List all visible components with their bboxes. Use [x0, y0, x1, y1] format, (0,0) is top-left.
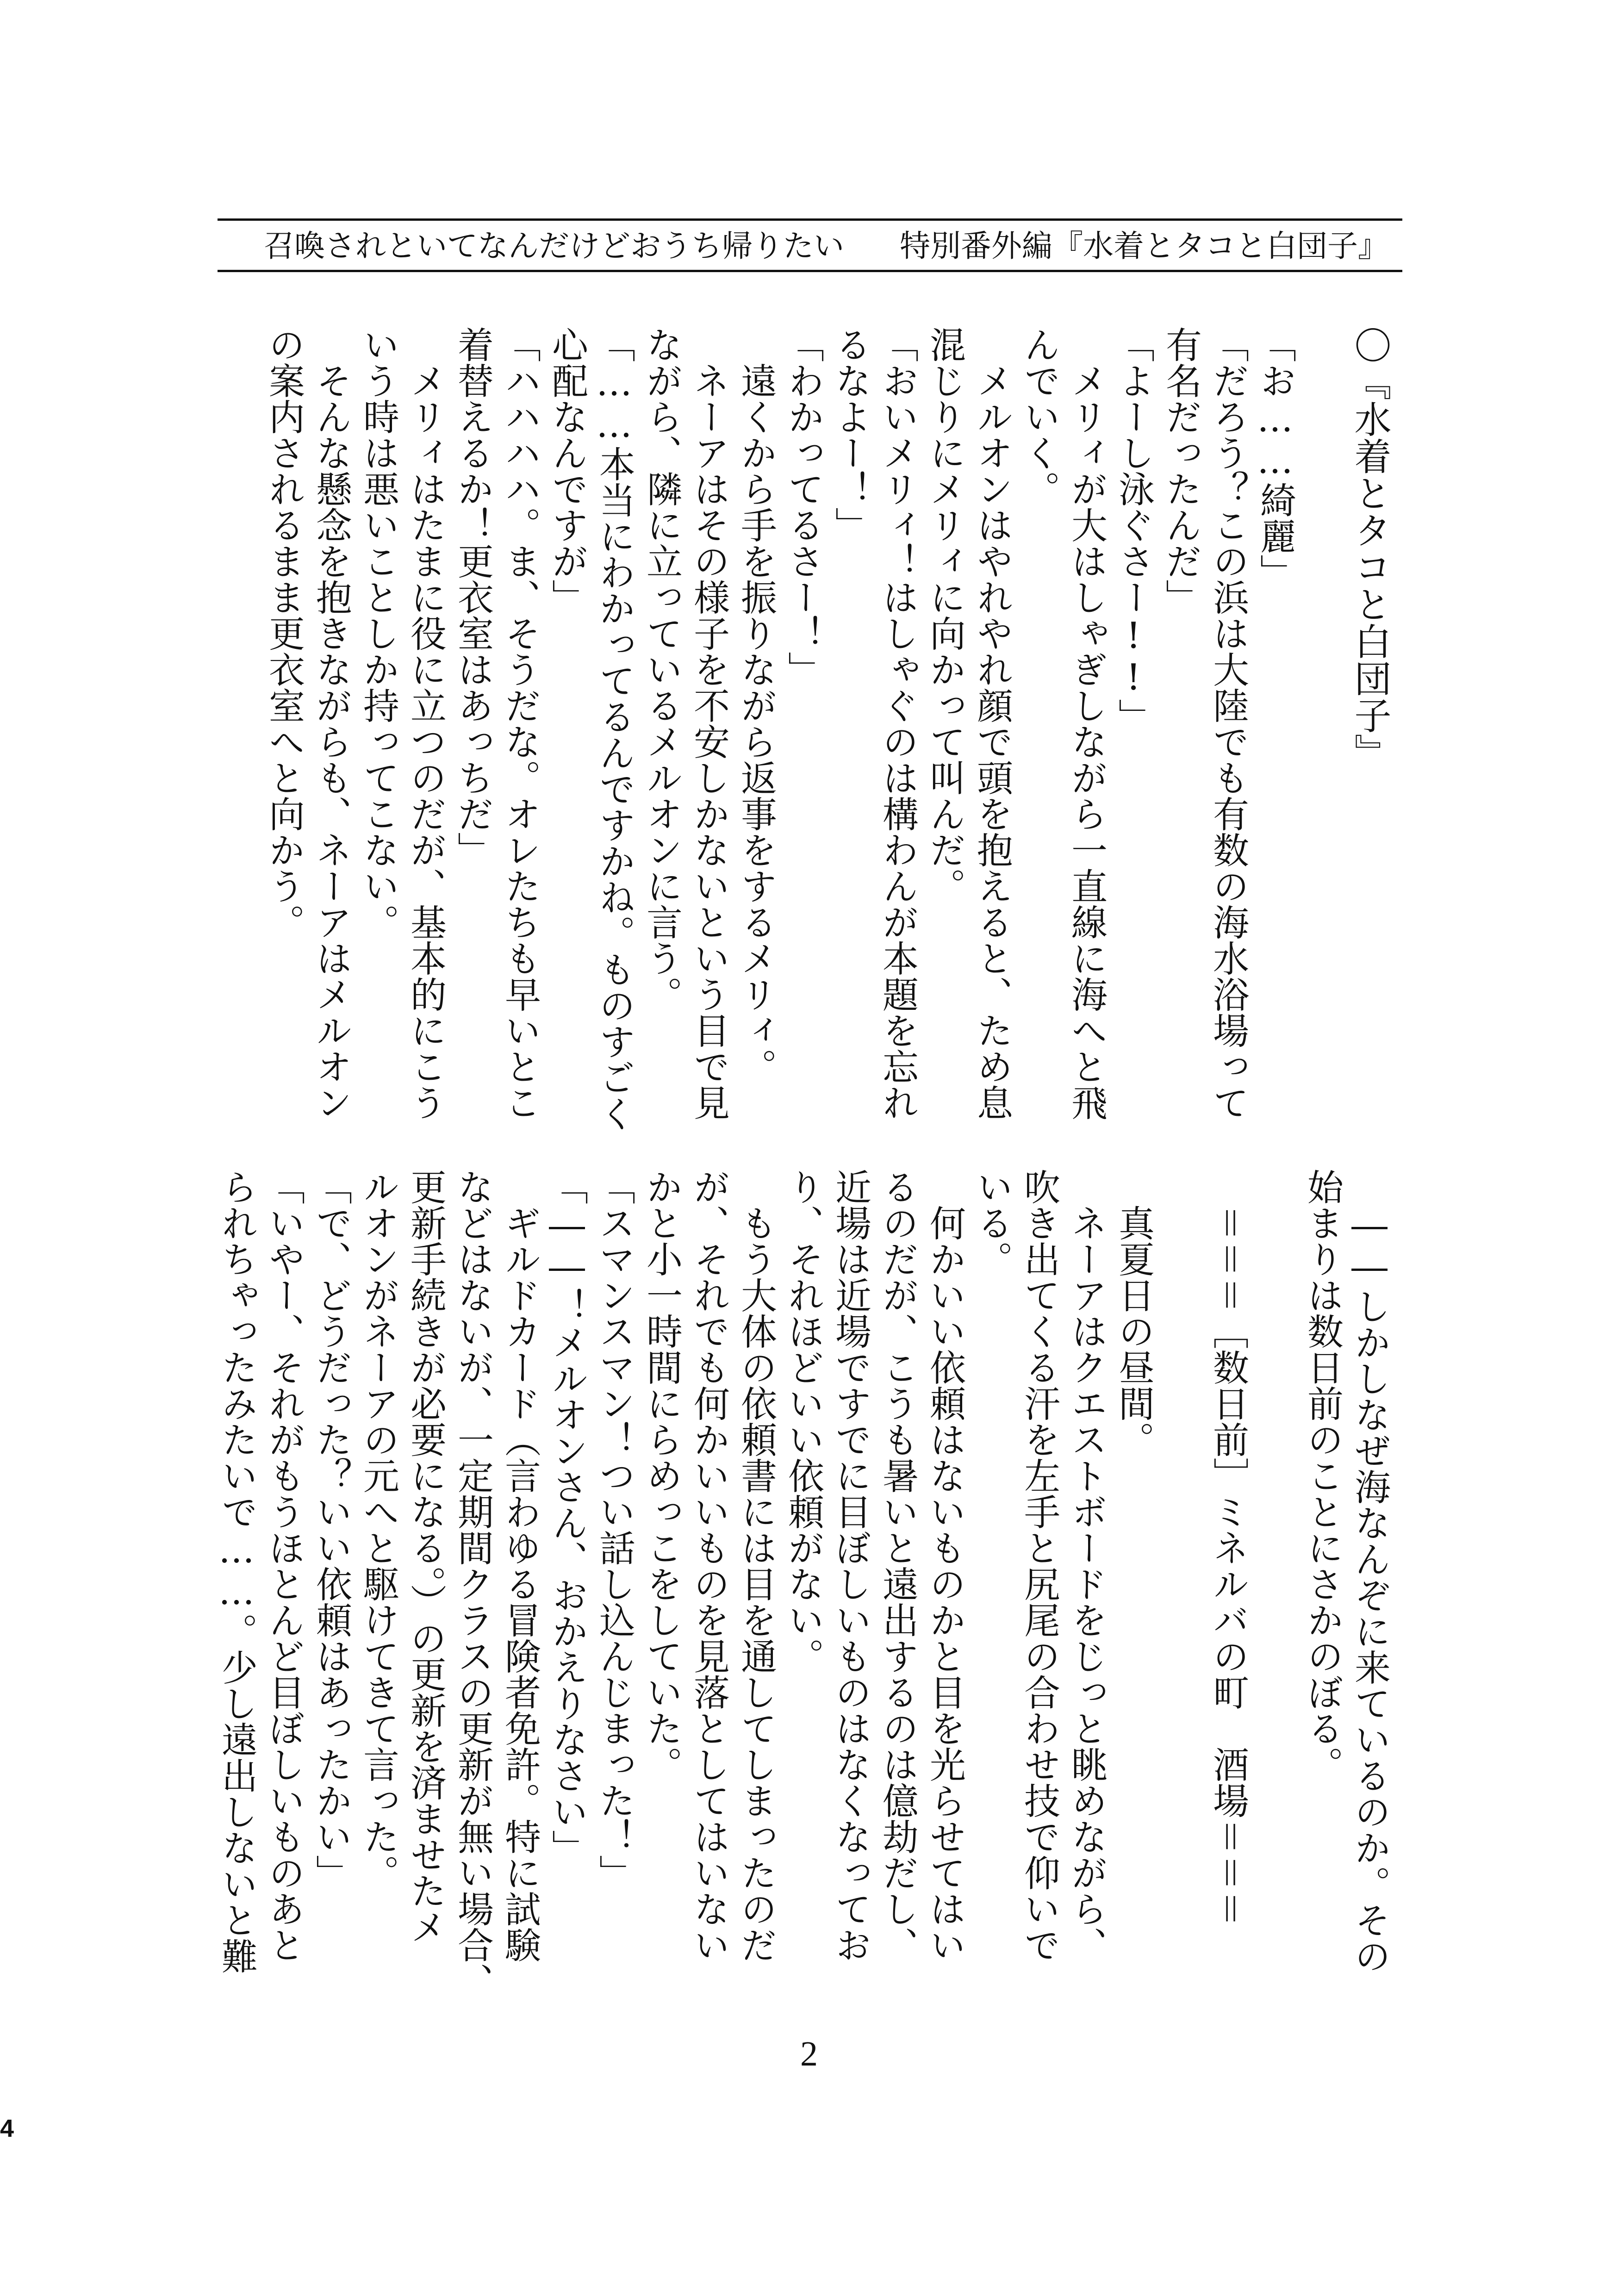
scene-heading: ＝＝＝［数日前］ミネルバの町 酒場＝＝＝ [1207, 1169, 1249, 1927]
text-column: 真夏日の昼間。 [1113, 1169, 1154, 1457]
text-column: ネーアはクエストボードをじっと眺めながら、 [1065, 1169, 1107, 1963]
text-column: ネーアはその様子を不安しかないという目で見 [688, 326, 729, 1120]
text-column: 始まりは数日前のことにさかのぼる。 [1301, 1169, 1343, 1782]
text-column: 遠くから手を振りながら返事をするメリィ。 [735, 326, 777, 1084]
header-rule-bottom [218, 270, 1402, 272]
text-column: ――しかしなぜ海なんぞに来ているのか。その [1349, 1169, 1390, 1974]
text-column: り、それほどいい依頼がない。 [782, 1169, 824, 1674]
text-column: 混じりにメリィに向かって叫んだ。 [924, 326, 965, 904]
text-column: メルオンはやれやれ顔で頭を抱えると、ため息 [971, 326, 1013, 1120]
header-rule-top [218, 218, 1402, 221]
text-column: 「お……綺麗」 [1254, 326, 1296, 590]
text-column: 近場は近場ですでに目ぼしいものはなくなってお [829, 1169, 871, 1963]
text-column: 「よーし泳ぐさー!!」 [1113, 326, 1154, 734]
book-title: 召喚されといてなんだけどおうち帰りたい [264, 228, 844, 264]
text-column: 「スマンスマン！つい話し込んじまった！」 [593, 1169, 635, 1891]
lower-text-block [216, 1169, 1393, 1999]
text-column: かと小一時間にらめっこをしていた。 [641, 1169, 682, 1782]
chapter-title: 〇『水着とタコと白団子』 [1348, 326, 1391, 771]
upper-text-block [259, 326, 1393, 1132]
text-column: 心配なんですが」 [546, 326, 588, 615]
text-column: メリィはたまに役に立つのだが、基本的にこう [404, 326, 446, 1120]
text-column [1251, 1169, 1299, 1974]
text-column: 更新手続きが必要になる。）の更新を済ませたメ [404, 1169, 446, 1945]
text-column: られちゃったみたいで……。少し遠出しないと難 [216, 1169, 257, 1974]
text-column: メリィが大はしゃぎしながら一直線に海へと飛 [1065, 326, 1107, 1120]
text-column: いう時は悪いことしか持ってこない。 [357, 326, 399, 940]
text-column: 「――！メルオンさん、おかえりなさい」 [546, 1169, 588, 1866]
text-column: るのだが、こうも暑いと遠出するのは億劫だし、 [877, 1169, 918, 1963]
text-column: 何かいい依頼はないものかと目を光らせてはい [924, 1169, 965, 1963]
text-column: そんな懸念を抱きながらも、ネーアはメルオン [310, 326, 352, 1120]
text-column: ギルドカード（言わゆる冒険者免許。特に試験 [499, 1169, 541, 1963]
text-column: 「で、どうだった？いい依頼はあったかい」 [310, 1169, 352, 1891]
text-column: 吹き出てくる汗を左手と尻尾の合わせ技で仰いで [1018, 1169, 1060, 1963]
text-column: ルオンがネーアの元へと駆けてきて言った。 [357, 1169, 399, 1891]
text-column: などはないが、一定期間クラスの更新が無い場合、 [452, 1169, 493, 1999]
running-header [218, 224, 1388, 268]
text-column: 着替えるか！更衣室はあっちだ」 [452, 326, 493, 868]
text-column: の案内されるまま更衣室へと向かう。 [263, 326, 305, 940]
text-column: 「……本当にわかってるんですかね。ものすごく [593, 326, 635, 1132]
text-column [1157, 1169, 1204, 1974]
edition-title: 特別番外編『水着とタコと白団子』 [900, 228, 1388, 264]
text-column [1299, 326, 1346, 1085]
text-column: ながら、隣に立っているメルオンに言う。 [641, 326, 682, 1012]
text-column: 「わかってるさー！」 [782, 326, 824, 687]
text-column: 「いやー、それがもうほとんど目ぼしいものあと [263, 1169, 305, 1963]
text-column: んでいく。 [1018, 326, 1060, 507]
text-column: 「おいメリィ！はしゃぐのは構わんが本題を忘れ [877, 326, 918, 1120]
text-column: 「だろう？この浜は大陸でも有数の海水浴場って [1207, 326, 1249, 1120]
page-number: 2 [800, 2035, 818, 2073]
text-column: いる。 [971, 1169, 1013, 1277]
scan-page-mark: 4 [0, 2115, 14, 2142]
text-column: 有名だったんだ」 [1160, 326, 1201, 615]
text-column: るなよー！」 [829, 326, 871, 543]
text-column: が、それでも何かいいものを見落としてはいない [688, 1169, 729, 1963]
text-column: もう大体の依頼書には目を通してしまったのだ [735, 1169, 777, 1963]
text-column: 「ハハハハ。ま、そうだな。オレたちも早いとこ [499, 326, 541, 1120]
